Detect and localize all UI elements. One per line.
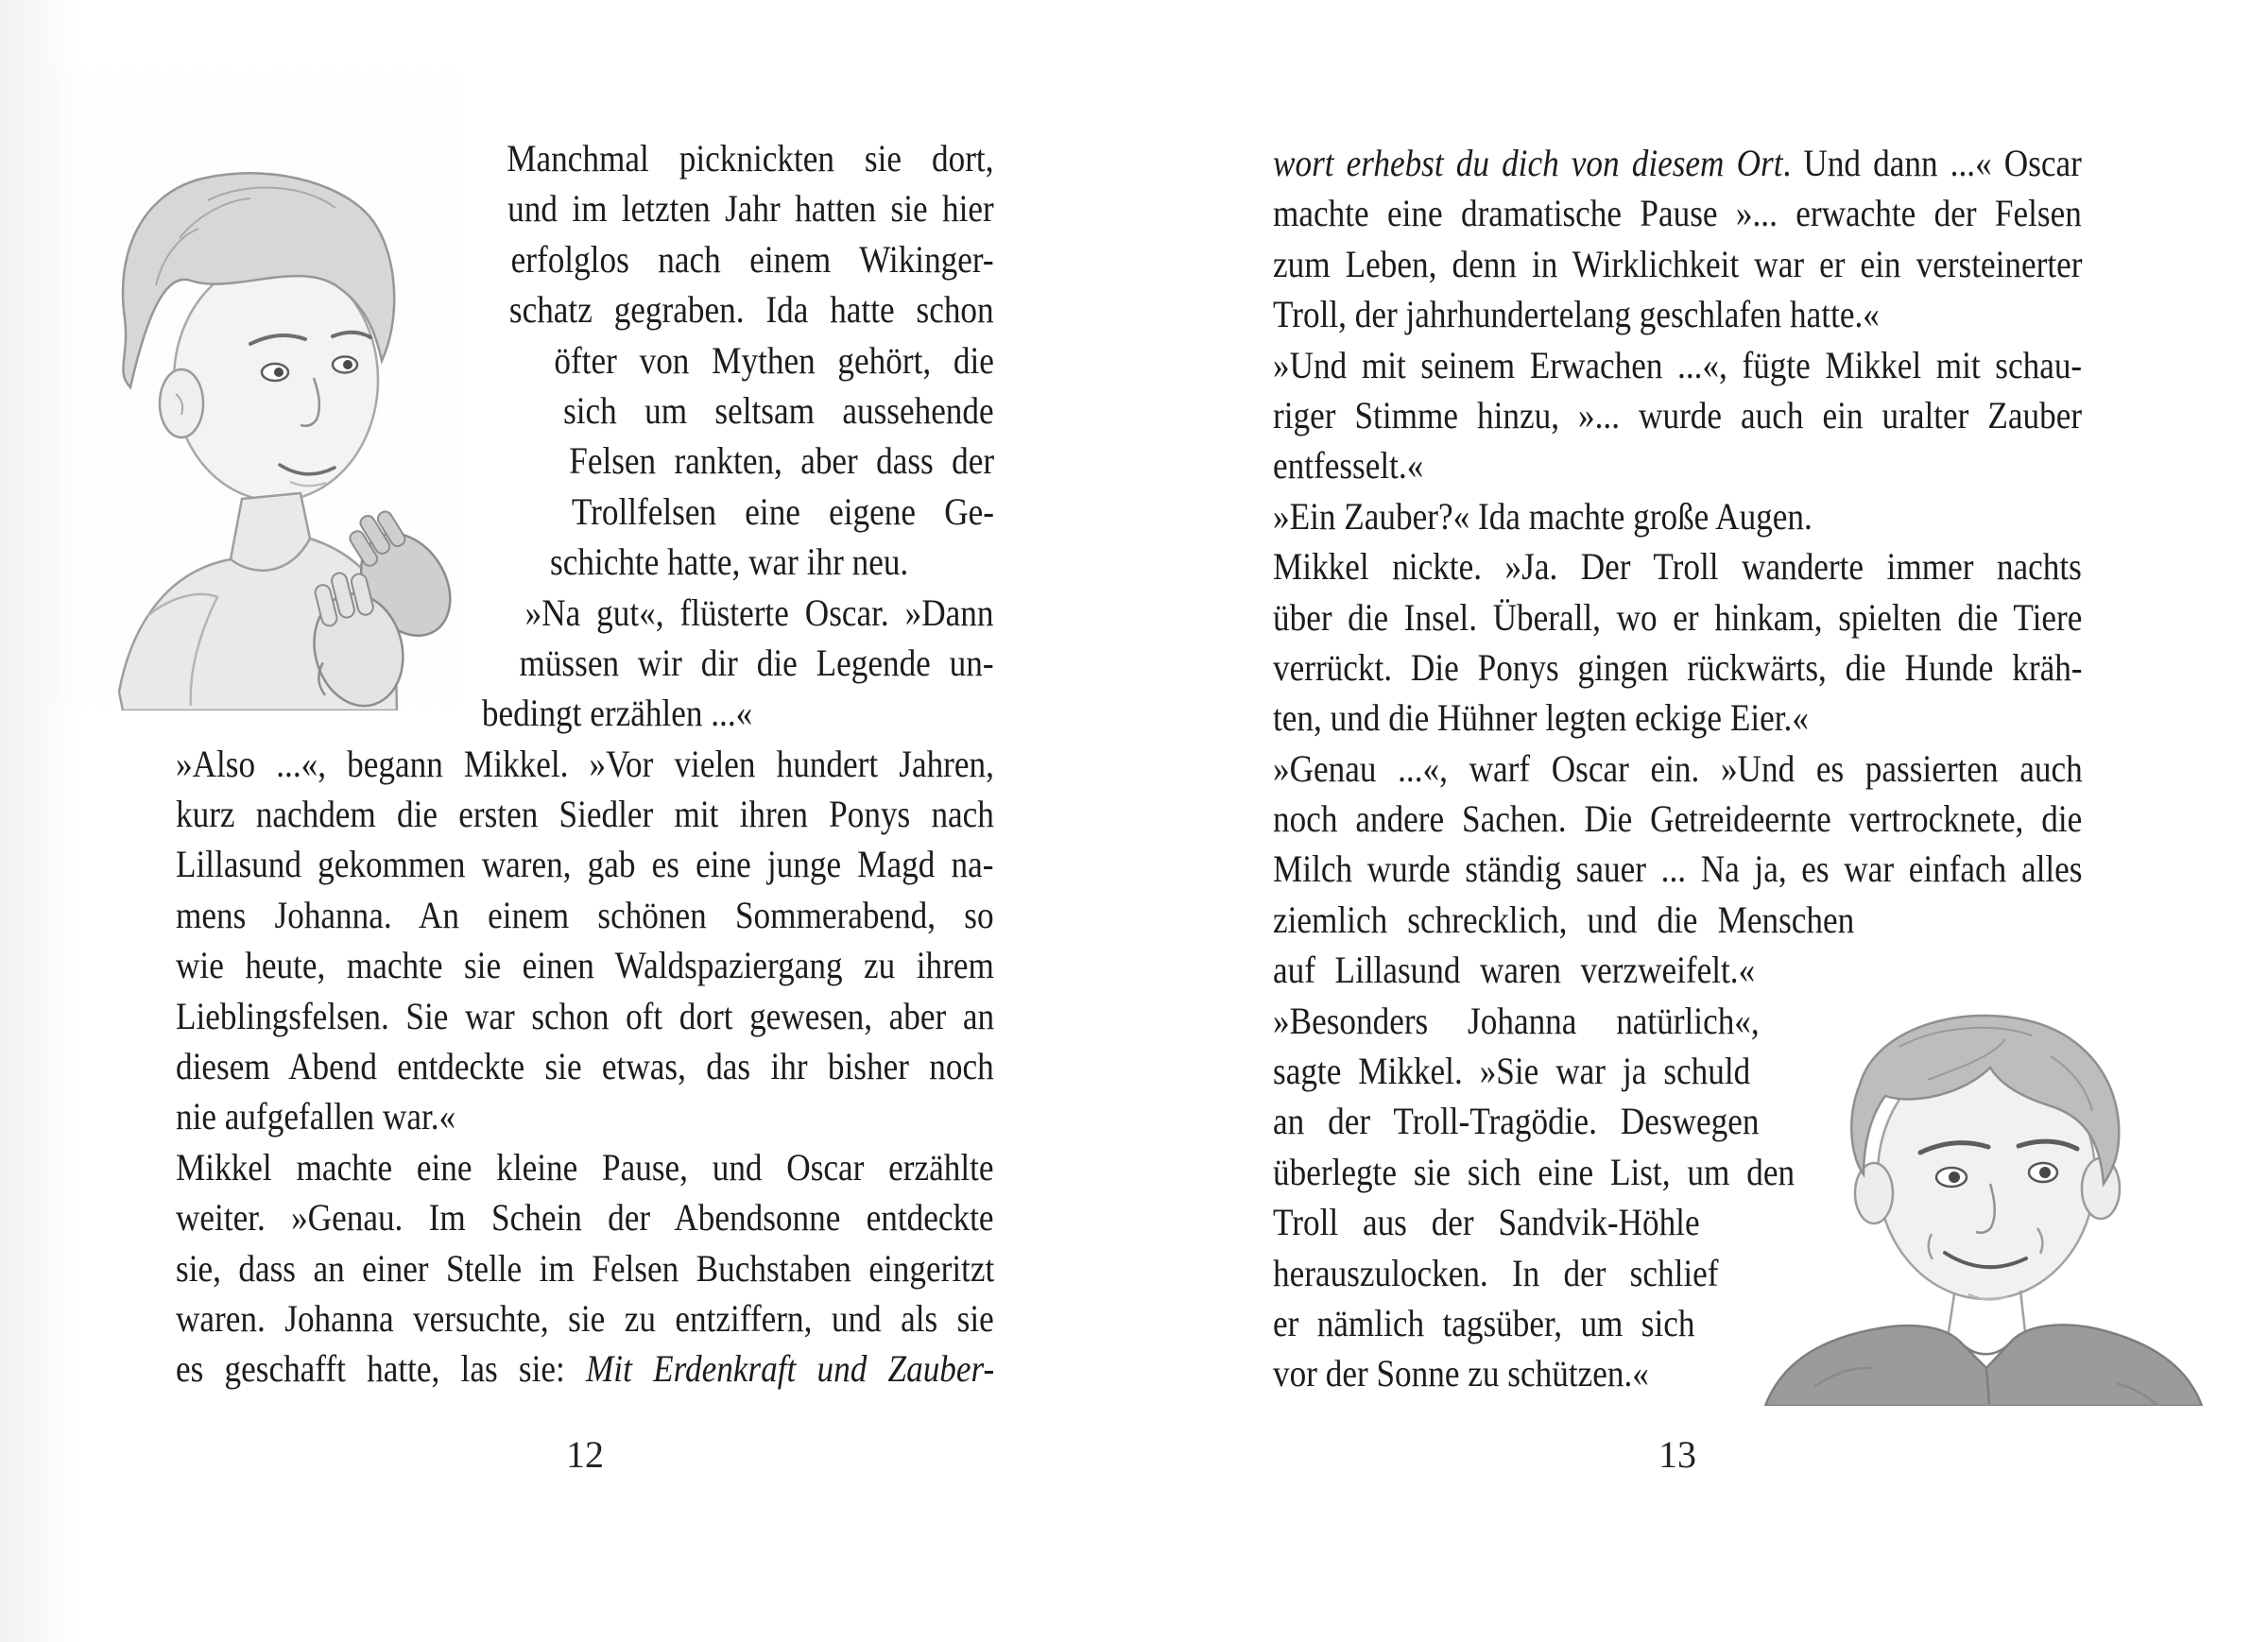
text-line: herauszulocken. In der schlief [1273, 1251, 1719, 1294]
text-line: überlegte sie sich eine List, um den [1273, 1150, 1796, 1193]
text-line: an der Troll-Tragödie. Deswegen [1273, 1100, 1760, 1143]
text-line: »Besonders Johanna natürlich«, [1273, 999, 1760, 1042]
text-line: entfesselt.« [1273, 444, 1424, 487]
page-number-right: 13 [1658, 1433, 1696, 1476]
right-page-text [1273, 138, 2082, 1399]
text-line: schichte hatte, war ihr neu. [550, 540, 909, 584]
text-line: Manchmal picknickten sie dort, [507, 137, 994, 180]
text-line: Lillasund gekommen waren, gab es eine junge Magd na- [176, 843, 994, 886]
text-line: und im letzten Jahr hatten sie hier [507, 187, 994, 231]
text-line: ten, und die Hühner legten eckige Eier.« [1273, 696, 1809, 740]
text-line: waren. Johanna versuchte, sie zu entziffern, und als sie [176, 1296, 994, 1340]
text-line: Mikkel nickte. »Ja. Der Troll wanderte immer nachts [1273, 545, 2082, 589]
text-line: müssen wir dir die Legende un- [519, 641, 994, 684]
text-line: bedingt erzählen ...« [481, 692, 753, 735]
page-number-left: 12 [566, 1433, 604, 1476]
text-line: er nämlich tagsüber, um sich [1273, 1301, 1695, 1344]
text-line: zum Leben, denn in Wirklichkeit war er ein versteinerter [1273, 242, 2083, 285]
text-line: erfolglos nach einem Wikinger- [510, 237, 994, 281]
text-line: »Ein Zauber?« Ida machte große Augen. [1273, 494, 1813, 538]
text-line: »Und mit seinem Erwachen ...«, fügte Mikkel mit schau- [1273, 343, 2083, 386]
text-line: Milch wurde ständig sauer ... Na ja, es war einfach alles [1273, 847, 2083, 891]
text-line: kurz nachdem die ersten Siedler mit ihren Ponys nach [176, 793, 994, 836]
text-line: nie aufgefallen war.« [176, 1095, 456, 1138]
text-line: Lieblingsfelsen. Sie war schon oft dort gewesen, aber an [176, 994, 995, 1037]
text-line: es geschafft hatte, las sie: Mit Erdenkraft und Zauber- [176, 1347, 995, 1391]
text-line: noch andere Sachen. Die Getreideernte vertrocknete, die [1273, 797, 2083, 841]
text-line: Felsen rankten, aber dass der [569, 439, 995, 483]
text-line: Troll, der jahrhundertelang geschlafen hatte.« [1273, 293, 1880, 336]
text-line: verrückt. Die Ponys gingen rückwärts, die Hunde kräh- [1273, 645, 2083, 689]
text-line: wort erhebst du dich von diesem Ort. Und dann ...« Oscar [1273, 142, 2082, 184]
text-line: »Na gut«, flüsterte Oscar. »Dann [524, 590, 994, 634]
text-line: weiter. »Genau. Im Schein der Abendsonne entdeckte [176, 1196, 994, 1240]
text-line: diesem Abend entdeckte sie etwas, das ihr bisher noch [176, 1045, 994, 1088]
text-line: Troll aus der Sandvik-Höhle [1273, 1201, 1700, 1244]
text-line: »Also ...«, begann Mikkel. »Vor vielen hundert Jahren, [176, 742, 994, 785]
text-line: über die Insel. Überall, wo er hinkam, spielten die Tiere [1273, 595, 2083, 639]
text-line: auf Lillasund waren verzweifelt.« [1273, 949, 1756, 992]
text-line: sie, dass an einer Stelle im Felsen Buchstaben eingeritzt [176, 1246, 995, 1290]
text-line: sagte Mikkel. »Sie war ja schuld [1273, 1050, 1751, 1093]
text-line: Mikkel machte eine kleine Pause, und Oscar erzählte [176, 1145, 994, 1189]
text-line: sich um seltsam aussehende [563, 388, 994, 432]
text-line: mens Johanna. An einem schönen Sommerabend, so [176, 893, 994, 936]
text-line: schatz gegraben. Ida hatte schon [508, 288, 994, 332]
text-line: öfter von Mythen gehört, die [554, 338, 994, 382]
text-line: wie heute, machte sie einen Waldspaziergang zu ihrem [176, 944, 994, 987]
text-line: machte eine dramatische Pause »... erwachte der Felsen [1273, 192, 2082, 235]
text-line: »Genau ...«, warf Oscar ein. »Und es passierten auch [1273, 746, 2083, 790]
text-line: vor der Sonne zu schützen.« [1273, 1352, 1649, 1395]
text-line: ziemlich schrecklich, und die Menschen [1273, 898, 1855, 941]
left-page-text [176, 133, 994, 1394]
text-line: riger Stimme hinzu, »... wurde auch ein uralter Zauber [1273, 393, 2083, 436]
text-line: Trollfelsen eine eigene Ge- [571, 489, 994, 533]
